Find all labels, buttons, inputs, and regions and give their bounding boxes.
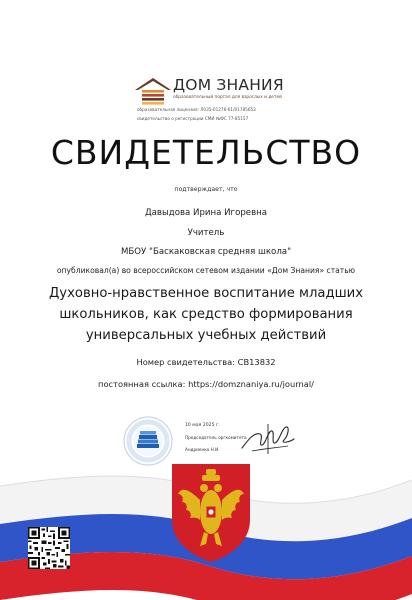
registration-line: свидетельство о регистрации СМИ №ФС 77-85157 [137,116,249,121]
coat-of-arms-emblem [168,460,254,564]
published-text: опубликовал(а) во всероссийском сетевом издании «Дом Знания» статью [56,266,356,275]
signature-image [238,418,296,458]
article-title-line: Духовно-нравственное воспитание младших [48,286,364,301]
school-name: МБОУ "Баскаковская средняя школа" [120,247,292,257]
logo-title: ДОМ ЗНАНИЯ [173,76,284,94]
confirms-text: подтверждает, что [174,186,238,193]
issue-date: 10 мая 2025 г. [185,423,220,428]
dom-znaniya-logo-icon [134,76,172,106]
logo-subtitle: образовательный портал для взрослых и детей [173,95,282,100]
chair-name: Андриенко Н.И. [185,447,220,452]
article-title-line: школьников, как средство формирования [59,307,353,322]
certificate-title: СВИДЕТЕЛЬСТВО [50,133,362,172]
books-seal-icon [122,415,174,467]
person-name: Давыдова Ирина Игоревна [144,208,268,218]
qr-code [28,527,70,569]
article-title [0,283,412,346]
person-role: Учитель [187,228,225,238]
permanent-link[interactable]: постоянная ссылка: https://domznaniya.ru/journal/ [98,379,314,389]
article-title-line: универсальных учебных действий [85,328,327,343]
certificate-number: Номер свидетельства: СВ13832 [136,357,276,367]
chair-role: Председатель оргкомитета [185,435,247,440]
license-line: образовательная лицензия: Л035-01276-61/01785653 [137,107,256,112]
